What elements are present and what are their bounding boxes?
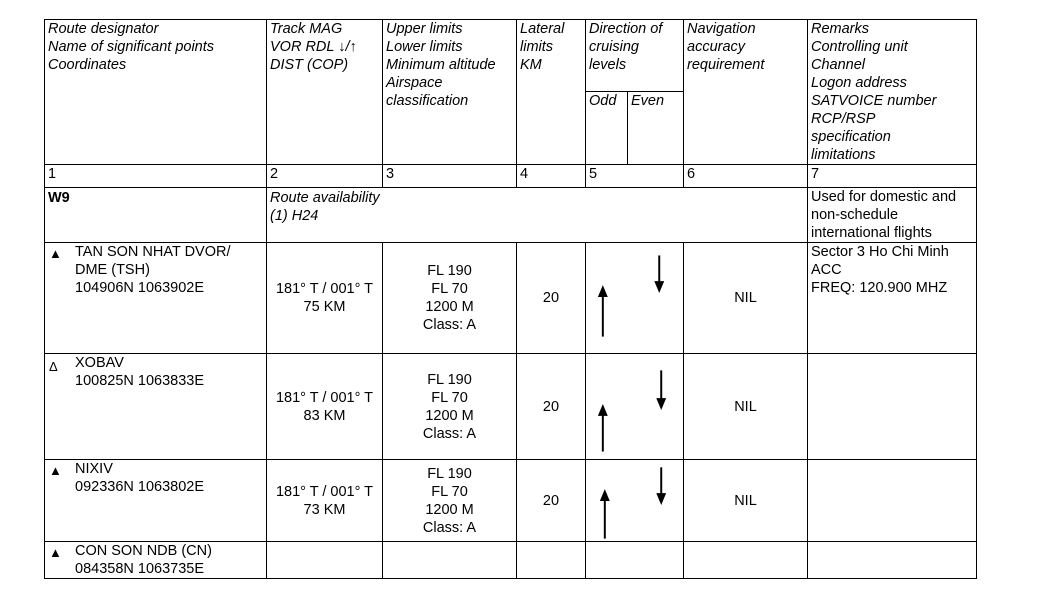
header-lateral: Lateral limits KM xyxy=(517,20,586,165)
col-number: 1 xyxy=(45,165,267,188)
segment-lateral: 20 xyxy=(517,354,586,460)
direction-arrows xyxy=(586,461,683,541)
route-remarks: Used for domestic and non-schedule international flights xyxy=(808,188,977,243)
col-number: 4 xyxy=(517,165,586,188)
col-number: 2 xyxy=(267,165,383,188)
col-number: 7 xyxy=(808,165,977,188)
header-navigation: Navigation accuracy requirement xyxy=(684,20,808,165)
segment-limits: FL 190 FL 70 1200 M Class: A xyxy=(383,243,517,354)
compulsory-point-icon: ▲ xyxy=(49,246,62,261)
segment-track: 181° T / 001° T 83 KM xyxy=(267,354,383,460)
segment-track: 181° T / 001° T 73 KM xyxy=(267,460,383,542)
header-odd: Odd xyxy=(586,92,628,165)
non-compulsory-point-icon: Δ xyxy=(49,359,58,374)
header-even: Even xyxy=(628,92,684,165)
col-number: 6 xyxy=(684,165,808,188)
header-route-designator: Route designator Name of significant points Coordinates xyxy=(45,20,267,165)
arrow-down-icon xyxy=(654,255,664,293)
direction-arrows xyxy=(586,356,683,458)
segment-track: 181° T / 001° T 75 KM xyxy=(267,243,383,354)
point-label: NIXIV 092336N 1063802E xyxy=(75,461,205,495)
segment-nav-accuracy: NIL xyxy=(684,243,808,354)
segment-lateral: 20 xyxy=(517,460,586,542)
header-remarks: Remarks Controlling unit Channel Logon address SATVOICE number RCP/RSP specification limitations xyxy=(808,20,977,165)
point-xobav xyxy=(45,354,267,460)
segment-limits: FL 190 FL 70 1200 M Class: A xyxy=(383,460,517,542)
empty-cell xyxy=(267,542,383,579)
segment-lateral: 20 xyxy=(517,243,586,354)
arrow-down-icon xyxy=(656,370,666,410)
arrow-up-icon xyxy=(598,285,608,336)
empty-cell xyxy=(808,542,977,579)
arrow-up-icon xyxy=(598,404,608,452)
point-nixiv xyxy=(45,460,267,542)
compulsory-point-icon: ▲ xyxy=(49,545,62,560)
segment-remarks xyxy=(808,354,977,460)
arrow-down-icon xyxy=(656,467,666,505)
cruising-direction xyxy=(586,460,684,542)
compulsory-point-icon: ▲ xyxy=(49,463,62,478)
segment-limits: FL 190 FL 70 1200 M Class: A xyxy=(383,354,517,460)
segment-nav-accuracy: NIL xyxy=(684,354,808,460)
header-track: Track MAG VOR RDL ↓/↑ DIST (COP) xyxy=(267,20,383,165)
empty-cell xyxy=(383,542,517,579)
empty-cell xyxy=(517,542,586,579)
empty-cell xyxy=(684,542,808,579)
arrow-up-icon xyxy=(600,489,610,538)
cruising-direction xyxy=(586,243,684,354)
point-label: XOBAV 100825N 1063833E xyxy=(75,355,205,389)
cruising-direction xyxy=(586,354,684,460)
direction-arrows xyxy=(586,245,683,351)
segment-nav-accuracy: NIL xyxy=(684,460,808,542)
segment-remarks xyxy=(808,460,977,542)
point-label: TAN SON NHAT DVOR/ DME (TSH) 104906N 1063902E xyxy=(75,244,231,296)
header-direction: Direction of cruising levels xyxy=(586,20,684,92)
ats-route-table xyxy=(44,19,977,579)
segment-remarks: Sector 3 Ho Chi Minh ACC FREQ: 120.900 MHZ xyxy=(808,243,977,354)
header-limits: Upper limits Lower limits Minimum altitude Airspace classification xyxy=(383,20,517,165)
point-tan-son-nhat xyxy=(45,243,267,354)
route-availability: Route availability (1) H24 xyxy=(267,188,808,243)
col-number: 3 xyxy=(383,165,517,188)
point-label: CON SON NDB (CN) 084358N 1063735E xyxy=(75,543,212,577)
point-con-son xyxy=(45,542,267,579)
route-designator: W9 xyxy=(45,188,267,243)
col-number: 5 xyxy=(586,165,684,188)
empty-cell xyxy=(586,542,684,579)
